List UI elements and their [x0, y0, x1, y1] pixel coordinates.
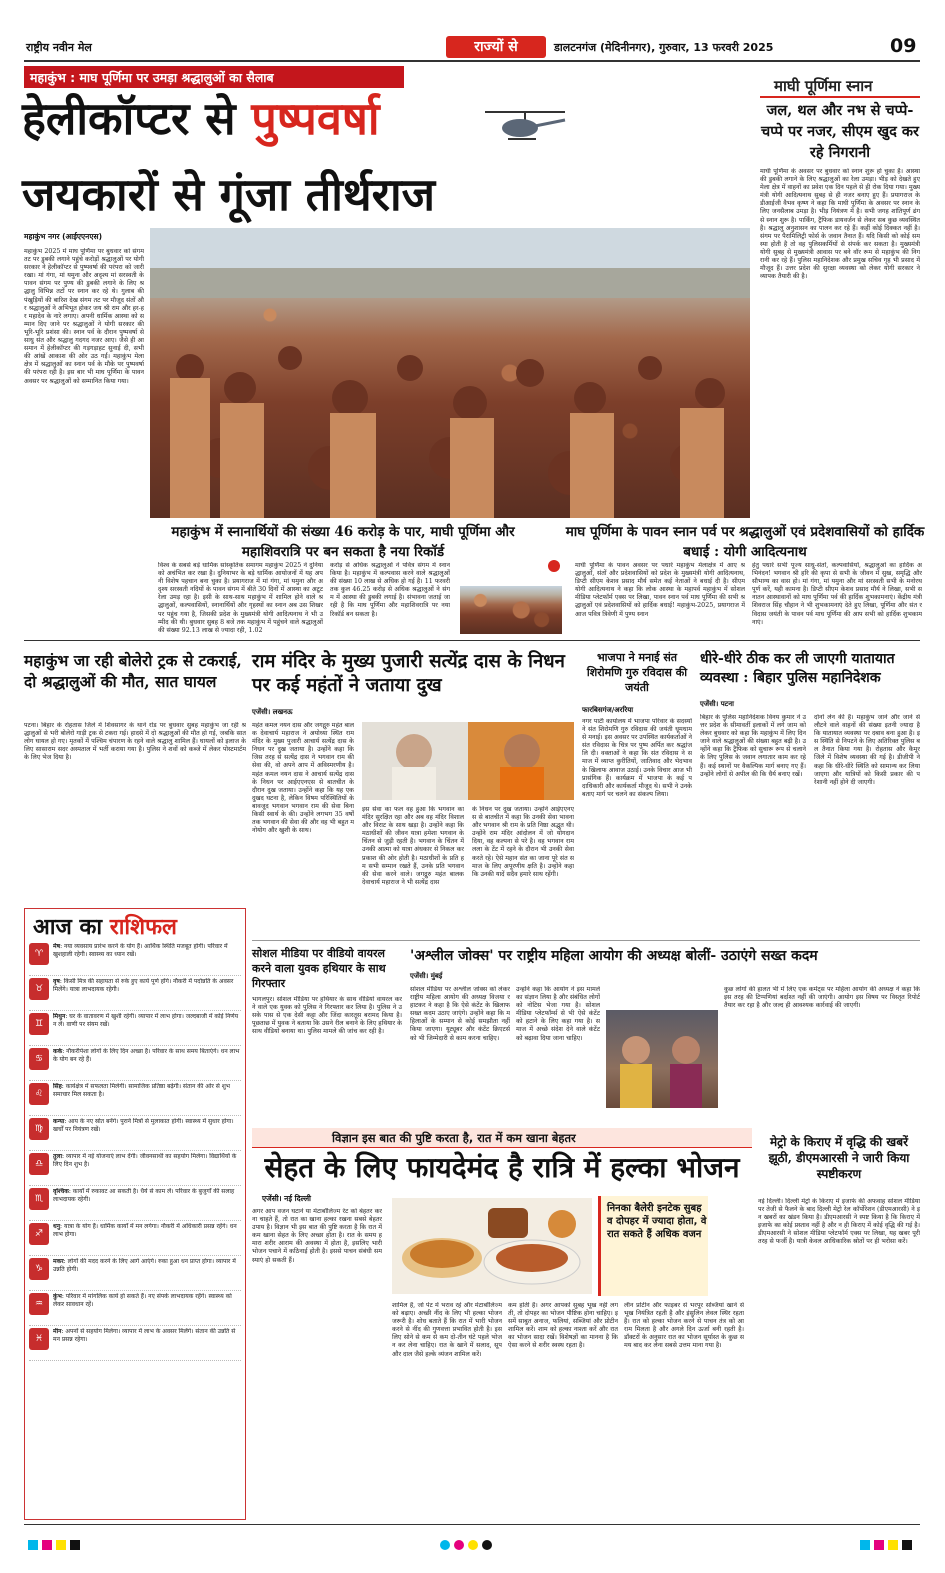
rashifal-sign: वृश्चिक: [53, 1188, 69, 1195]
rashifal-prediction: व्यापार में नई योजनाएं लाभ देंगी। जीवनसाथी का सहयोग मिलेगा। विद्यार्थियों के लिए दिन शुभ है।: [53, 1153, 237, 1168]
food-pull-quote-box: [598, 1196, 708, 1296]
rashifal-box: [24, 908, 246, 1520]
rashifal-sign: कुंभ: [53, 1293, 62, 1300]
rashifal-prediction: आय के नए स्रोत बनेंगे। पुराने मित्रों से मुलाकात होगी। स्वास्थ्य में सुधार होगा। खर्चों पर नियंत्रण रखें।: [53, 1118, 234, 1133]
zodiac-sign-icon: ♒: [29, 1293, 49, 1315]
mid-col-3: माघी पूर्णिमा के पावन अवसर पर पधारे महाकुंभ मेलाक्षेत्र में आए श्रद्धालुओं, संतों और प्रदेशवासियों को प्रदेश के मुख्यमंत्री योगी आदित्यनाथ, डिप्टी सीएम केशव प्रसाद मौर्य समेत कई नेताओं ने बधाई दी है। सीएम योगी आदित्यनाथ ने कहा कि लोक आस्था के महापर्व महाकुंभ में सोशल मीडिया प्लेटफॉर्म एक्स पर लिखा, पावन स्नान पर्व माघ पूर्णिमा की सभी श्रद्धालुओं एवं प्रदेशवासियों को हार्दिक बधाई! महाकुंभ-2025, प्रयागराज में आज पवित्र त्रिवेणी में पुण्य स्नान: [575, 562, 745, 618]
metro-body: नई दिल्ली। दिल्ली मेट्रो के किराए में इजाफे की अफवाह सोशल मीडिया पर तेजी से फैलने के बाद दिल्ली मेट्रो रेल कॉर्पोरेशन (डीएमआरसी) ने इन खबरों का खंडन किया है। डीएमआरसी ने स्पष्ट किया है कि किराए में इजाफे का कोई प्रस्ताव नहीं है और न ही किराए में कोई वृद्धि की गई है। डीएमआरसी ने सोशल मीडिया प्लेटफॉर्म एक्स पर लिखा, यह खबर पूरी तरह से फर्जी है। यात्री केवल आधिकारिक स्रोतों पर ही भरोसा करें।: [758, 1198, 920, 1246]
rashifal-item: [29, 1256, 241, 1291]
lead-kicker-text: महाकुंभ : माघ पूर्णिमा पर उमड़ा श्रद्धालुओं का सैलाब: [30, 70, 274, 85]
zodiac-sign-icon: ♉: [29, 978, 49, 1000]
food-headline: सेहत के लिए फायदेमंद है रात्रि में हल्का भोजन: [264, 1151, 740, 1184]
bolero-body: पटना। बिहार के रोहतास जिले में शिवसागर के थाने रोड पर बुधवार सुबह महाकुंभ जा रही श्रद्धालुओं से भरी बोलेरो गाड़ी ट्रक से टकरा गई। हादसे में दो श्रद्धालुओं की मौत हो गई, जबकि सात लोग घायल हो गए। मृतकों में पश्चिम चंपारण के रहने वाले श्रद्धालु शामिल हैं। घायलों को इलाज के लिए सासाराम सदर अस्पताल में भर्ती कराया गया है। पुलिस ने शवों को कब्जे में लेकर पोस्टमार्टम के लिए भेज दिया है।: [24, 722, 246, 762]
rashifal-sign: धनु: [53, 1223, 61, 1230]
rashifal-text: वृश्चिक: कार्यों में रुकावट आ सकती है। धैर्य से काम लें। परिवार के बुजुर्गों की सलाह लाभदायक रहेगी।: [53, 1188, 235, 1203]
side-kicker-rule: [760, 96, 920, 98]
jokes-col-1: सोशल मीडिया पर अश्लील जोक्स को लेकर राष्ट्रीय महिला आयोग की अध्यक्ष विजया रहाटकर ने कहा है कि ऐसे कंटेंट के खिलाफ सख्त कदम उठाए जाएंगे। उन्होंने कहा कि महिलाओं के सम्मान से कोई समझौता नहीं किया जाएगा। यूट्यूबर और कंटेंट क्रिएटर्स को भी जिम्मेदारी से काम करना चाहिए।: [410, 986, 510, 1042]
zodiac-sign-icon: ♌: [29, 1083, 49, 1105]
rashifal-text: मीन: अपनों से सहयोग मिलेगा। व्यापार में लाभ के अवसर मिलेंगे। संतान की उन्नति से मन प्रसन्न रहेगा।: [53, 1328, 236, 1343]
lead-kicker: [24, 66, 404, 88]
black-swatch-right: [902, 1540, 912, 1550]
ram-headline: राम मंदिर के मुख्य पुजारी सत्येंद्र दास के निधन पर कई महंतों ने जताया दुख: [252, 651, 565, 696]
rashifal-prediction: नया व्यवसाय प्रारंभ करने के योग हैं। आर्थिक स्थिति मजबूत होगी। परिवार में खुशहाली रहेगी। स्वास्थ्य का ध्यान रखें।: [53, 943, 228, 958]
food-kicker: विज्ञान इस बात की पुष्टि करता है, रात में कम खाना बेहतर: [332, 1131, 576, 1145]
food-col-3: कम होती है। अगर आपको सुबह भूख नहीं लगती, तो दोपहर का भोजन पौष्टिक होना चाहिए। इसमें साबुत अनाज, फलियां, सब्जियां और प्रोटीन शामिल करें। शाम को हल्का नाश्ता करें और रात का भोजन सादा रखें। विशेषज्ञों का मानना है कि ऐसा करने से शरीर स्वस्थ रहता है।: [508, 1302, 618, 1350]
magenta-swatch-right: [874, 1540, 884, 1550]
ravidas-headline: भाजपा ने मनाई संत शिरोमणि गुरु रविदास की जयंती: [586, 651, 688, 694]
food-col-1: अगर आप वजन घटाने या मेटाबॉलिज्म रेट को बेहतर करना चाहते हैं, तो रात का खाना हल्का रखना सबसे बेहतर उपाय है। विज्ञान भी इस बात की पुष्टि करता है कि रात में कम खाना सेहत के लिए अच्छा होता है। रात के समय हमारा शरीर आराम की अवस्था में होता है, इसलिए भारी भोजन पचाने में कठिनाई होती है। इससे पाचन संबंधी समस्याएं हो सकती हैं।: [252, 1208, 382, 1264]
rashifal-title: [33, 911, 177, 941]
black-swatch: [70, 1540, 80, 1550]
rashifal-prediction: घर के वातावरण में खुशी रहेगी। व्यापार में लाभ होगा। जल्दबाजी में कोई निर्णय न लें। वाणी पर संयम रखें।: [53, 1013, 239, 1028]
rashifal-sign: सिंह: [53, 1083, 62, 1090]
bolero-headline: महाकुंभ जा रही बोलेरो ट्रक से टकराई, दो श्रद्धालुओं की मौत, सात घायल: [24, 651, 242, 691]
rashifal-prediction: कार्यों में रुकावट आ सकती है। धैर्य से काम लें। परिवार के बुजुर्गों की सलाह लाभदायक रहेगी।: [53, 1188, 235, 1203]
section-tab: राज्यों से: [446, 36, 546, 58]
mid-col-2: करोड़ से अधिक श्रद्धालुओं ने पवित्र संगम में स्नान किया है। महाकुंभ में कल्पवास करने वाले श्रद्धालुओं की संख्या 10 लाख से अधिक हो गई है। 11 फरवरी तक कुल 46.25 करोड़ से अधिक श्रद्धालुओं ने संगम में आस्था की डुबकी लगाई है। संभावना जताई जा रही है कि माघ पूर्णिमा और महाशिवरात्रि पर नया रिकॉर्ड बन सकता है।: [330, 562, 450, 618]
rashifal-prediction: अपनों से सहयोग मिलेगा। व्यापार में लाभ के अवसर मिलेंगे। संतान की उन्नति से मन प्रसन्न रहेगा।: [53, 1328, 236, 1343]
rashifal-sign: मीन: [53, 1328, 62, 1335]
yellow-swatch-right: [888, 1540, 898, 1550]
traffic-col-1: बिहार के पुलिस महानिदेशक विनय कुमार ने उत्तर प्रदेश के सीमावर्ती इलाकों में लगे जाम को लेकर बुधवार को कहा कि महाकुंभ में लिए दिन जाने वाले श्रद्धालुओं की संख्या बहुत बढ़ी है। उन्होंने कहा कि ट्रैफिक को सुचारू रूप से चलाने के लिए पुलिस के जवान लगातार काम कर रहे हैं। कई स्थानों पर वैकल्पिक मार्ग बनाए गए हैं। उन्होंने लोगों से अपील की कि धैर्य बनाए रखें।: [700, 714, 806, 778]
ram-col-2: इस सेवा का फल वह हुआ कि भगवान का मंदिर सुरक्षित रहा और अब वह मंदिर विशाल और विराट के साथ खड़ा है। उन्होंने कहा कि मठाधीशों की जीवन यात्रा हमेशा भगवान के चिंतन से जुड़ी रहती है। भगवान के चिंतन में उनकी आत्मा को यात्रा अंधकार से निकल कर प्रकाश की ओर होती है। मठाधीशों के प्रति हम सभी सम्मान रखते हैं, उनके प्रति भगवान की सेवा करने वाले। जगद्गुरु महंत बालक देवाचार्य महाराज ने भी सत्येंद्र दास: [362, 806, 464, 886]
lead-headline-line2: जयकारों से गूंजा तीर्थराज: [22, 168, 436, 221]
zodiac-sign-icon: ♍: [29, 1118, 49, 1140]
crowd-illustration: [150, 228, 750, 518]
rashifal-item: [29, 976, 241, 1011]
rashifal-sign: कर्क: [53, 1048, 63, 1055]
cyan-swatch-right: [860, 1540, 870, 1550]
rashifal-title-highlight: राशिफल: [109, 914, 177, 940]
social-headline: सोशल मीडिया पर वीडियो वायरल करने वाला युवक हथियार के साथ गिरफ्तार: [252, 947, 386, 990]
zodiac-sign-icon: ♏: [29, 1188, 49, 1210]
jokes-headline: 'अश्लील जोक्स' पर राष्ट्रीय महिला आयोग की अध्यक्ष बोलीं- उठाएंगे सख्त कदम: [410, 948, 818, 964]
traffic-col-2: दोनों लेन की है। महाकुंभ जाने और जाने से लौटने वाले वाहनों की संख्या इतनी ज्यादा है कि यातायात व्यवस्था पर दबाव बना हुआ है। इस स्थिति से निपटने के लिए अतिरिक्त पुलिस बल तैनात किया गया है। रोहतास और कैमूर जिले में विशेष व्यवस्था की गई है। डीजीपी ने कहा कि धीरे-धीरे स्थिति को सामान्य कर लिया जाएगा और यात्रियों को किसी प्रकार की परेशानी नहीं होने दी जाएगी।: [814, 714, 920, 786]
food-col-4: लीन प्रोटीन और फाइबर से भरपूर सब्जियां खाने से भूख नियंत्रित रहती है और इंसुलिन लेवल स्थिर रहता है। रात को हल्का भोजन करने से पाचन तंत्र को आराम मिलता है और अगले दिन ऊर्जा बनी रहती है। डॉक्टरों के अनुसार रात का भोजन सूर्यास्त के कुछ समय बाद कर लेना सबसे उत्तम माना गया है।: [624, 1302, 744, 1350]
headline-part1: हेलीकॉप्टर से: [22, 92, 252, 145]
pin-icon: [548, 560, 560, 572]
rashifal-item: [29, 1046, 241, 1081]
zodiac-sign-icon: ♊: [29, 1013, 49, 1035]
ram-byline: एजेंसी। लखनऊ: [252, 708, 293, 716]
lead-headline: [22, 94, 380, 144]
mid-col-1: विश्व के सबसे बड़े धार्मिक सांस्कृतिक समागम महाकुंभ 2025 ने दुनिया को अचंभित कर रखा है। दुनियाभर के बड़े धार्मिक आयोजनों में यह अपनी विशेष पहचान बना चुका है। प्रयागराज में मां गंगा, मां यमुना और अदृश्य सरस्वती नदियों के पावन संगम में बीते 30 दिनों में आस्था का अटूट रेला उमड़ रहा है। इसी के साथ-साथ महाकुंभ में शामिल होने वाले श्रद्धालुओं, कल्पवासियों, स्नानार्थियों और गृहस्थों का स्नान अब उस शिखर पर पहुंच गया है, जिसकी प्रदेश के मुख्यमंत्री योगी आदित्यनाथ ने भी उम्मीद की थी। बुधवार सुबह 8 बजे तक महाकुंभ में पहुंचने वाले श्रद्धालुओं की संख्या 92.13 लाख से ज्यादा रही, 1.02: [158, 562, 323, 634]
food-byline: एजेंसी। नई दिल्ली: [262, 1194, 311, 1203]
food-kicker-band: [252, 1128, 752, 1148]
rashifal-item: [29, 1011, 241, 1046]
rashifal-item: [29, 1291, 241, 1326]
rashifal-list: [29, 941, 241, 1361]
food-photo: [392, 1198, 592, 1294]
lead-body: महाकुंभ 2025 में माघ पूर्णिमा पर बुधवार को संगम तट पर डुबकी लगाने पहुंचे करोड़ों श्रद्धालुओं पर योगी सरकार ने हेलीकॉप्टर से पुष्पवर्षा की परंपरा को जारी रखा। मां गंगा, मां यमुना और अदृश्य मां सरस्वती के पावन संगम पर पुण्य की डुबकी लगाने के लिए श्रद्धालु विभिन्न तटों पर स्नान कर रहे थे। गुलाब की पंखुड़ियों की बारिश देख संगम तट पर मौजूद संतों और श्रद्धालुओं ने अभिभूत होकर जय श्री राम और हर-हर महादेव के नारे लगाए। अपनी धार्मिक आस्था को सम्मान दिए जाने पर श्रद्धालुओं ने योगी सरकार की भूरि-भूरि प्रशंसा की। स्नान पर्व के दौरान पुष्पवर्षा से साधु संत और श्रद्धालु गदगद नजर आए। जैसे ही आसमान में हेलीकॉप्टर की गड़गड़ाहट सुनाई दी, सभी की आंखें आकाश की ओर उठ गईं। महाकुंभ मेला क्षेत्र में श्रद्धालुओं का स्नान पर्व के मौके पर पुष्पवर्षा की परंपरा रही है। इस बार भी माघ पूर्णिमा के पावन अवसर पर श्रद्धालुओं को सम्मानित किया गया।: [24, 248, 144, 385]
rashifal-item: [29, 1326, 241, 1361]
rashifal-item: [29, 1221, 241, 1256]
yellow-dot: [468, 1540, 478, 1550]
metro-headline: मेट्रो के किराए में वृद्धि की खबरें झूठी, डीएमआरसी ने जारी किया स्पष्टीकरण: [768, 1135, 910, 1181]
jokes-col-2: उन्होंने कहा कि आयोग ने इस मामले का संज्ञान लिया है और संबंधित लोगों को नोटिस भेजा गया है। सोशल मीडिया प्लेटफॉर्म्स से भी ऐसे कंटेंट को हटाने के लिए कहा गया है। समाज में अच्छे संदेश देने वाले कंटेंट को बढ़ावा दिया जाना चाहिए।: [516, 986, 600, 1042]
zodiac-sign-icon: ♎: [29, 1153, 49, 1175]
rashifal-sign: तुला: [53, 1153, 63, 1160]
side-kicker: माघी पूर्णिमा स्नान: [774, 77, 873, 95]
cyan-swatch: [28, 1540, 38, 1550]
ravidas-body: नगर पार्टी कार्यालय में भाजपा परिवार के सदस्यों ने संत शिरोमणि गुरु रविदास की जयंती धूमधाम से मनाई। इस अवसर पर उपस्थित कार्यकर्ताओं ने संत रविदास के चित्र पर पुष्प अर्पित कर श्रद्धांजलि दी। वक्ताओं ने कहा कि संत रविदास ने समाज में व्याप्त कुरीतियों, जातिवाद और भेदभाव के खिलाफ आवाज उठाई। उनके विचार आज भी प्रासंगिक हैं। कार्यक्रम में भाजपा के कई पदाधिकारी और कार्यकर्ता मौजूद थे। सभी ने उनके बताए मार्ग पर चलने का संकल्प लिया।: [582, 718, 692, 798]
mid-col-4: हेतु पधारे सभी पूज्य साधु-संतों, कल्पवासियों, श्रद्धालुओं का हार्दिक अभिनंदन! भगवान श्री हरि की कृपा से सभी के जीवन में सुख, समृद्धि और सौभाग्य का वास हो। मां गंगा, मां यमुना और मां सरस्वती सभी के मनोरथ पूर्ण करें, यही कामना है। डिप्टी सीएम केशव प्रसाद मौर्य ने लिखा, सभी सनातन आस्थावानों को माघ पूर्णिमा पर्व की हार्दिक शुभकामनाएं। केंद्रीय मंत्री शिवराज सिंह चौहान ने भी शुभकामनाएं देते हुए लिखा, पूर्णिमा और संत रविदास जयंती के पावन पर्व माघ पूर्णिमा की आप सभी को हार्दिक शुभकामनाएं।: [752, 562, 922, 626]
rashifal-text: मेष: नया व्यवसाय प्रारंभ करने के योग हैं। आर्थिक स्थिति मजबूत होगी। परिवार में खुशहाली रहेगी। स्वास्थ्य का ध्यान रखें।: [53, 943, 228, 958]
traffic-byline: एजेंसी। पटना: [700, 700, 734, 708]
jokes-photo: [606, 1010, 718, 1108]
ram-photo: [362, 722, 574, 800]
food-illustration: [392, 1198, 592, 1294]
rashifal-item: [29, 1081, 241, 1116]
rashifal-item: [29, 1186, 241, 1221]
food-col-4-top: [714, 1196, 744, 1296]
headline-highlight: पुष्पवर्षा: [251, 92, 380, 145]
rashifal-title-prefix: आज का: [33, 914, 110, 940]
side-body: माघी पूर्णिमा के अवसर पर बुधवार को स्नान शुरू हो चुका है। आस्था की डुबकी लगाने के लिए श्रद्धालुओं का रेला उमड़ा। भीड़ को देखते हुए मेला क्षेत्र में वाहनों का प्रवेश एक दिन पहले से ही रोक दिया गया। मुख्यमंत्री योगी आदित्यनाथ सुबह से ही नजर बनाए हुए हैं। प्रयागराज के डीआईजी वैभव कृष्ण ने कहा कि माघी पूर्णिमा के अवसर पर स्नान के लिए जनसैलाब उमड़ा है। भीड़ नियंत्रण में है। सभी जगह शांतिपूर्ण ढंग से स्नान शुरू है। पार्किंग, ट्रैफिक डायवर्जन से लेकर सब कुछ व्यवस्थित है। श्रद्धालु अनुशासन का पालन कर रहे हैं। कहीं कोई दिक्कत नहीं है। संगम पर पैरामिलिट्री फोर्स के जवान तैनात हैं। यदि किसी को कोई समस्या होती है तो वह पुलिसकर्मियों से संपर्क कर सकता है। मुख्यमंत्री योगी सुबह से मुख्यमंत्री आवास पर बने वॉर रूम से महाकुंभ की निगरानी कर रहे हैं। पुलिस महानिदेशक और प्रमुख सचिव गृह भी प्रसाद में मौजूद हैं। उत्तर प्रदेश की सुरक्षा व्यवस्था को लेकर योगी सरकार ने व्यापक तैयारी की है।: [760, 168, 920, 281]
helicopter-icon: [480, 104, 570, 154]
masthead: [24, 34, 920, 62]
yellow-swatch: [56, 1540, 66, 1550]
social-body: भागलपुर। सोशल मीडिया पर हथियार के साथ वीडियो वायरल करने वाले एक युवक को पुलिस ने गिरफ्तार कर लिया है। पुलिस ने उसके पास से एक देसी कट्टा और जिंदा कारतूस बरामद किया है। पूछताछ में युवक ने बताया कि उसने रील बनाने के लिए हथियार के साथ वीडियो बनाया था। पुलिस मामले की जांच कर रही है।: [252, 996, 402, 1036]
brand-name: राष्ट्रीय नवीन मेल: [26, 41, 92, 54]
zodiac-sign-icon: ♑: [29, 1258, 49, 1280]
rashifal-item: [29, 941, 241, 976]
rashifal-prediction: कार्यक्षेत्र में सफलता मिलेगी। सामाजिक प्रतिष्ठा बढ़ेगी। संतान की ओर से शुभ समाचार मिल सकता है।: [53, 1083, 231, 1098]
rashifal-text: कन्या: आय के नए स्रोत बनेंगे। पुराने मित्रों से मुलाकात होगी। स्वास्थ्य में सुधार होगा। खर्चों पर नियंत्रण रखें।: [53, 1118, 234, 1133]
rashifal-prediction: यात्रा के योग हैं। धार्मिक कार्यों में मन लगेगा। नौकरी में अधिकारी प्रसन्न रहेंगे। धन लाभ होगा।: [53, 1223, 237, 1238]
section-rule-2: [252, 940, 920, 941]
magenta-dot: [454, 1540, 464, 1550]
ram-col-1: महंत कमल नयन दास और जगद्गुरु महंत बालक देवाचार्य महाराज ने अयोध्या स्थित राम मंदिर के मुख्य पुजारी आचार्य सत्येंद्र दास के निधन पर दुख जताया है। उन्होंने कहा कि जिस तरह से सत्येंद्र दास ने भगवान राम की सेवा की, वो अपने आप में अविस्मरणीय है। महंत कमल नयन दास ने आचार्य सत्येंद्र दास के निधन पर आईएएनएस से बातचीत के दौरान दुख जताया। उन्होंने कहा कि यह एक दुखद घटना है, लेकिन विषम परिस्थितियों के बावजूद भगवान भगवान राम की सेवा बिना किसी स्वार्थ के की। उन्होंने लगभग 35 वर्षों तक भगवान की सेवा की और वह भी बहुत मनोयोग और खुशी के साथ।: [252, 722, 354, 835]
ram-col-3: के निधन पर दुख जताया। उन्होंने आईएएनएस से बातचीत में कहा कि उनकी सेवा भावना और भगवान श्री राम के प्रति निष्ठा अद्भुत थी। उन्होंने राम मंदिर आंदोलन में जो योगदान दिया, वह कल्पना से परे है। वह भगवान राम लला के टेंट में रहने के दौरान भी उनकी सेवा करते रहे। ऐसे महान संत का जाना पूरे संत समाज के लिए अपूरणीय क्षति है। उन्होंने कहा कि उनकी यादें सदैव हमारे साथ रहेंगी।: [472, 806, 574, 878]
rashifal-text: सिंह: कार्यक्षेत्र में सफलता मिलेगी। सामाजिक प्रतिष्ठा बढ़ेगी। संतान की ओर से शुभ समाचार मिल सकता है।: [53, 1083, 231, 1098]
color-registration-left: [28, 1540, 80, 1550]
rashifal-item: [29, 1151, 241, 1186]
rashifal-text: धनु: यात्रा के योग हैं। धार्मिक कार्यों में मन लगेगा। नौकरी में अधिकारी प्रसन्न रहेंगे। धन लाभ होगा।: [53, 1223, 237, 1238]
black-dot: [482, 1540, 492, 1550]
color-registration-right: [860, 1540, 912, 1550]
photo-caption-right: माघ पूर्णिमा के पावन स्नान पर्व पर श्रद्धालुओं एवं प्रदेशवासियों को हार्दिक बधाई : योगी आदित्यनाथ: [565, 524, 925, 560]
rashifal-text: मिथुन: घर के वातावरण में खुशी रहेगी। व्यापार में लाभ होगा। जल्दबाजी में कोई निर्णय न लें। वाणी पर संयम रखें।: [53, 1013, 239, 1028]
rashifal-sign: मिथुन: [53, 1013, 66, 1020]
rashifal-text: वृष: किसी मित्र की सहायता से रुके हुए कार्य पूर्ण होंगे। नौकरी में पदोन्नति के अवसर मिलेंगे। यात्रा लाभदायक रहेगी।: [53, 978, 234, 993]
rashifal-sign: वृष: [53, 978, 60, 985]
side-headline: जल, थल और नभ से चप्पे-चप्पे पर नजर, सीएम खुद कर रहे निगरानी: [761, 102, 919, 161]
rashifal-prediction: नौकरीपेशा लोगों के लिए दिन अच्छा है। परिवार के साथ समय बिताएंगे। धन लाभ के योग बन रहे हैं।: [53, 1048, 240, 1063]
zodiac-sign-icon: ♓: [29, 1328, 49, 1350]
main-photo: [150, 228, 750, 518]
page-number: 09: [890, 35, 917, 57]
dateline: डालटनगंज (मेदिनीनगर), गुरुवार, 13 फरवरी 2025: [554, 41, 774, 54]
cyan-dot: [440, 1540, 450, 1550]
ravidas-byline: फारबिसगंज/अररिया: [582, 706, 634, 714]
lead-byline: महाकुंभ नगर (आईएएनएस): [24, 232, 102, 241]
priest-illustration: [362, 722, 574, 800]
zodiac-sign-icon: ♈: [29, 943, 49, 965]
color-registration-center: [440, 1540, 492, 1550]
rashifal-text: तुला: व्यापार में नई योजनाएं लाभ देंगी। जीवनसाथी का सहयोग मिलेगा। विद्यार्थियों के लिए दिन शुभ है।: [53, 1153, 237, 1168]
zodiac-sign-icon: ♐: [29, 1223, 49, 1245]
small-crowd-photo: [460, 586, 562, 634]
food-col-2: शामिल है, जो पेट में भराव रहे और मेटाबॉलिज्म को बढ़ाए। अच्छी नींद के लिए भी हल्का भोजन जरूरी है। शोध बताते हैं कि रात में भारी भोजन करने से नींद की गुणवत्ता प्रभावित होती है। इसलिए सोने से कम से कम दो-तीन घंटे पहले भोजन कर लेना चाहिए। रात के खाने में सलाद, सूप और दाल जैसे हल्के व्यंजन शामिल करें।: [392, 1302, 502, 1358]
food-pull-quote: निनका बैलेरी इनटेक सुबह व दोपहर में ज्यादा होता, वे रात सकते हैं अधिक वजन: [607, 1203, 707, 1240]
traffic-headline: धीरे-धीरे ठीक कर ली जाएगी यातायात व्यवस्था : बिहार पुलिस महानिदेशक: [700, 651, 895, 686]
magenta-swatch: [42, 1540, 52, 1550]
rashifal-sign: मकर: [53, 1258, 64, 1265]
women-illustration: [606, 1010, 718, 1108]
rashifal-sign: कन्या: [53, 1118, 65, 1125]
rashifal-prediction: लोगों की मदद करने के लिए आगे आएंगे। रुका हुआ धन प्राप्त होगा। व्यापार में उन्नति होगी।: [53, 1258, 236, 1273]
jokes-byline: एजेंसी। मुंबई: [410, 972, 443, 980]
rashifal-text: मकर: लोगों की मदद करने के लिए आगे आएंगे। रुका हुआ धन प्राप्त होगा। व्यापार में उन्नति होगी।: [53, 1258, 236, 1273]
rashifal-prediction: परिवार में मांगलिक कार्य हो सकते हैं। नए संपर्क लाभदायक रहेंगे। स्वास्थ्य को लेकर सावधान रहें।: [53, 1293, 232, 1308]
rashifal-prediction: किसी मित्र की सहायता से रुके हुए कार्य पूर्ण होंगे। नौकरी में पदोन्नति के अवसर मिलेंगे। यात्रा लाभदायक रहेगी।: [53, 978, 234, 993]
footer-rule: [24, 1524, 920, 1525]
photo-caption-left: महाकुंभ में स्नानार्थियों की संख्या 46 करोड़ के पार, माघी पूर्णिमा और महाशिवरात्रि पर बन सकता है नया रिकॉर्ड: [171, 524, 515, 560]
zodiac-sign-icon: ♋: [29, 1048, 49, 1070]
jokes-col-3: कुछ लोगों की हालत भी में लिए एक कमेंट्स पर महिला आयोग की अध्यक्ष ने कहा कि इस तरह की टिप्पणियां बर्दाश्त नहीं की जाएंगी। आयोग इस विषय पर विस्तृत रिपोर्ट तैयार कर रहा है और जल्द ही आवश्यक कार्रवाई की जाएगी।: [724, 986, 920, 1010]
rashifal-text: कुंभ: परिवार में मांगलिक कार्य हो सकते हैं। नए संपर्क लाभदायक रहेंगे। स्वास्थ्य को लेकर सावधान रहें।: [53, 1293, 232, 1308]
rashifal-text: कर्क: नौकरीपेशा लोगों के लिए दिन अच्छा है। परिवार के साथ समय बिताएंगे। धन लाभ के योग बन रहे हैं।: [53, 1048, 240, 1063]
section-rule-1: [24, 640, 920, 641]
rashifal-sign: मेष: [53, 943, 61, 950]
rashifal-item: [29, 1116, 241, 1151]
